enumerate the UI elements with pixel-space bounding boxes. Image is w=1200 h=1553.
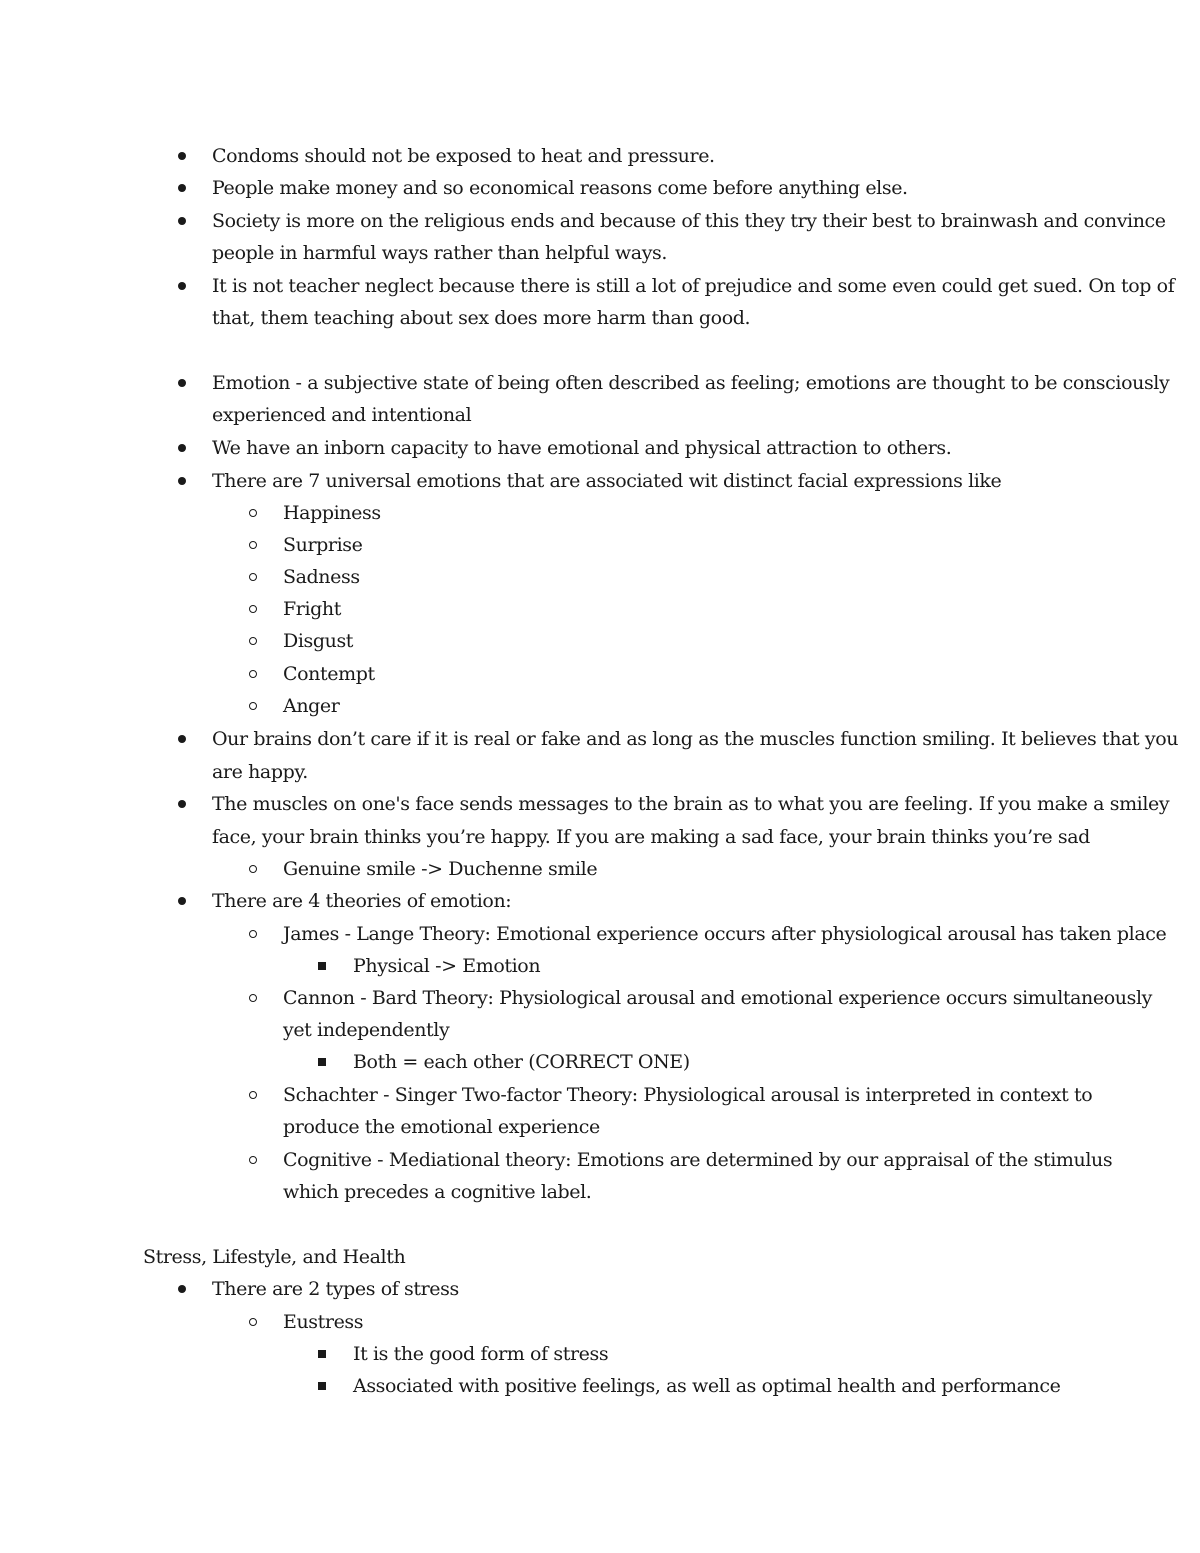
list-item-text: face, your brain thinks you’re happy. If you are making a sad face, your brain thinks you’re sad [212, 826, 1090, 848]
filled-circle-bullet-icon [178, 1285, 186, 1293]
filled-circle-bullet-icon [178, 217, 186, 225]
hollow-circle-bullet-icon [249, 930, 257, 938]
list-item-text: Associated with positive feelings, as well as optimal health and performance [353, 1375, 1061, 1397]
list-item-text: produce the emotional experience [283, 1116, 600, 1138]
list-item-text: people in harmful ways rather than helpful ways. [212, 242, 668, 264]
list-item-text: There are 2 types of stress [212, 1278, 459, 1300]
list-item-text: Disgust [283, 630, 354, 652]
list-item-text: Our brains don’t care if it is real or fake and as long as the muscles function smiling. It believes that you [212, 728, 1179, 750]
filled-circle-bullet-icon [178, 477, 186, 485]
list-item-text: Condoms should not be exposed to heat and pressure. [212, 145, 715, 167]
hollow-circle-bullet-icon [249, 1156, 257, 1164]
filled-square-bullet-icon [318, 962, 326, 970]
list-item-text: Both = each other (CORRECT ONE) [353, 1051, 690, 1073]
filled-square-bullet-icon [318, 1382, 326, 1390]
filled-circle-bullet-icon [178, 184, 186, 192]
list-item-text: Anger [283, 695, 340, 717]
list-item-text: Sadness [283, 566, 360, 588]
list-item-text: There are 7 universal emotions that are associated wit distinct facial expressions like [212, 470, 1002, 492]
hollow-circle-bullet-icon [249, 1318, 257, 1326]
list-item-text: James - Lange Theory: Emotional experience occurs after physiological arousal has taken place [283, 923, 1167, 945]
hollow-circle-bullet-icon [249, 637, 257, 645]
hollow-circle-bullet-icon [249, 865, 257, 873]
list-item-text: Fright [283, 598, 341, 620]
list-item-text: that, them teaching about sex does more harm than good. [212, 307, 751, 329]
hollow-circle-bullet-icon [249, 605, 257, 613]
list-item-text: yet independently [283, 1019, 450, 1041]
hollow-circle-bullet-icon [249, 702, 257, 710]
list-item-text: We have an inborn capacity to have emotional and physical attraction to others. [212, 437, 952, 459]
filled-square-bullet-icon [318, 1350, 326, 1358]
filled-square-bullet-icon [318, 1058, 326, 1066]
list-item-text: Physical -> Emotion [353, 955, 541, 977]
list-item-text: Genuine smile -> Duchenne smile [283, 858, 598, 880]
hollow-circle-bullet-icon [249, 573, 257, 581]
list-item-text: Happiness [283, 502, 381, 524]
list-item-text: Schachter - Singer Two-factor Theory: Physiological arousal is interpreted in context to [283, 1084, 1093, 1106]
hollow-circle-bullet-icon [249, 1091, 257, 1099]
list-item-text: Eustress [283, 1311, 364, 1333]
filled-circle-bullet-icon [178, 800, 186, 808]
hollow-circle-bullet-icon [249, 541, 257, 549]
list-item-text: experienced and intentional [212, 404, 472, 426]
filled-circle-bullet-icon [178, 152, 186, 160]
list-item-text: The muscles on one's face sends messages to the brain as to what you are feeling. If you make a smiley [212, 793, 1170, 815]
filled-circle-bullet-icon [178, 897, 186, 905]
filled-circle-bullet-icon [178, 735, 186, 743]
hollow-circle-bullet-icon [249, 509, 257, 517]
list-item-text: Emotion - a subjective state of being often described as feeling; emotions are thought to be consciously [212, 372, 1170, 394]
list-item-text: are happy. [212, 761, 308, 783]
list-item-text: People make money and so economical reasons come before anything else. [212, 177, 908, 199]
filled-circle-bullet-icon [178, 379, 186, 387]
list-item-text: which precedes a cognitive label. [283, 1181, 592, 1203]
hollow-circle-bullet-icon [249, 670, 257, 678]
hollow-circle-bullet-icon [249, 994, 257, 1002]
list-item-text: Cannon - Bard Theory: Physiological arousal and emotional experience occurs simultaneously [283, 987, 1152, 1009]
list-item-text: Society is more on the religious ends and because of this they try their best to brainwash and convince [212, 210, 1166, 232]
list-item-text: It is not teacher neglect because there is still a lot of prejudice and some even could get sued. On top of [212, 275, 1175, 297]
filled-circle-bullet-icon [178, 444, 186, 452]
list-item-text: There are 4 theories of emotion: [212, 890, 512, 912]
section-heading-text: Stress, Lifestyle, and Health [143, 1246, 406, 1268]
list-item-text: Surprise [283, 534, 363, 556]
list-item-text: Cognitive - Mediational theory: Emotions are determined by our appraisal of the stimulus [283, 1149, 1113, 1171]
list-item-text: Contempt [283, 663, 375, 685]
list-item-text: It is the good form of stress [353, 1343, 609, 1365]
filled-circle-bullet-icon [178, 282, 186, 290]
